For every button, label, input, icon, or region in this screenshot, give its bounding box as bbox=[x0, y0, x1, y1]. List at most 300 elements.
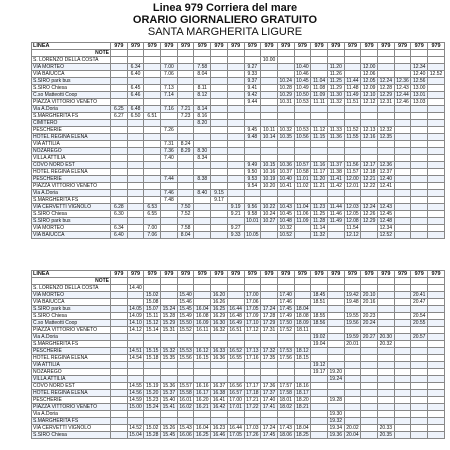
departure-time: 10.45 bbox=[277, 211, 294, 218]
departure-time: 16.41 bbox=[211, 397, 228, 404]
departure-time bbox=[411, 341, 428, 348]
departure-time: 18.21 bbox=[294, 404, 311, 411]
departure-time bbox=[428, 425, 445, 432]
departure-time bbox=[378, 306, 395, 313]
departure-time: 14.05 bbox=[127, 306, 144, 313]
line-number: 979 bbox=[127, 271, 144, 278]
departure-time bbox=[127, 99, 144, 106]
departure-time bbox=[127, 292, 144, 299]
departure-time: 12.21 bbox=[361, 176, 378, 183]
departure-time bbox=[394, 313, 411, 320]
departure-time bbox=[294, 376, 311, 383]
departure-time bbox=[327, 225, 344, 232]
departure-time bbox=[111, 134, 128, 141]
departure-time bbox=[327, 362, 344, 369]
departure-time: 16.25 bbox=[211, 306, 228, 313]
departure-time bbox=[378, 397, 395, 404]
departure-time bbox=[227, 285, 244, 292]
departure-time bbox=[194, 369, 211, 376]
departure-time bbox=[344, 418, 361, 425]
stop-name: S.MARGHERITA FS bbox=[32, 197, 111, 204]
departure-time: 18.12 bbox=[294, 348, 311, 355]
departure-time: 15.26 bbox=[161, 425, 178, 432]
departure-time bbox=[144, 285, 161, 292]
departure-time: 12.32 bbox=[378, 127, 395, 134]
departure-time bbox=[277, 71, 294, 78]
departure-time bbox=[177, 92, 194, 99]
departure-time: 15.40 bbox=[161, 397, 178, 404]
departure-time bbox=[127, 176, 144, 183]
departure-time bbox=[344, 120, 361, 127]
departure-time: 10.57 bbox=[294, 162, 311, 169]
departure-time: 11.01 bbox=[294, 176, 311, 183]
departure-time: 14.12 bbox=[127, 327, 144, 334]
departure-time: 10.27 bbox=[261, 218, 278, 225]
departure-time bbox=[394, 292, 411, 299]
departure-time bbox=[378, 155, 395, 162]
departure-time bbox=[244, 334, 261, 341]
stop-row bbox=[32, 299, 445, 306]
departure-time bbox=[428, 99, 445, 106]
departure-time: 15.24 bbox=[144, 404, 161, 411]
departure-time bbox=[127, 232, 144, 239]
departure-time bbox=[394, 355, 411, 362]
departure-time: 18.09 bbox=[294, 320, 311, 327]
departure-time bbox=[344, 369, 361, 376]
departure-time: 12.52 bbox=[378, 232, 395, 239]
departure-time bbox=[428, 204, 445, 211]
departure-time bbox=[361, 355, 378, 362]
departure-time bbox=[261, 418, 278, 425]
departure-time bbox=[161, 169, 178, 176]
departure-time bbox=[344, 141, 361, 148]
departure-time bbox=[194, 292, 211, 299]
departure-time bbox=[428, 190, 445, 197]
line-number: 979 bbox=[261, 43, 278, 50]
departure-time: 17.40 bbox=[277, 292, 294, 299]
departure-time bbox=[428, 113, 445, 120]
departure-time bbox=[394, 71, 411, 78]
stop-row bbox=[32, 141, 445, 148]
line-number: 979 bbox=[227, 271, 244, 278]
departure-time: 7.40 bbox=[161, 155, 178, 162]
departure-time: 17.22 bbox=[244, 404, 261, 411]
departure-time bbox=[277, 334, 294, 341]
departure-time: 7.48 bbox=[161, 197, 178, 204]
departure-time: 10.49 bbox=[294, 85, 311, 92]
departure-time bbox=[177, 362, 194, 369]
departure-time bbox=[344, 64, 361, 71]
departure-time bbox=[177, 369, 194, 376]
departure-time: 11.38 bbox=[327, 169, 344, 176]
departure-time bbox=[194, 141, 211, 148]
departure-time bbox=[127, 155, 144, 162]
departure-time: 12.28 bbox=[378, 85, 395, 92]
departure-time bbox=[294, 155, 311, 162]
departure-time: 11.37 bbox=[327, 162, 344, 169]
departure-time: 9.37 bbox=[244, 78, 261, 85]
departure-time bbox=[361, 148, 378, 155]
departure-time bbox=[227, 176, 244, 183]
departure-time bbox=[144, 197, 161, 204]
departure-time: 10.50 bbox=[294, 92, 311, 99]
departure-time bbox=[244, 418, 261, 425]
departure-time: 9.17 bbox=[211, 197, 228, 204]
departure-time: 7.52 bbox=[177, 211, 194, 218]
departure-time bbox=[261, 190, 278, 197]
departure-time: 17.28 bbox=[261, 313, 278, 320]
departure-time bbox=[311, 390, 328, 397]
departure-time bbox=[327, 285, 344, 292]
departure-time bbox=[428, 327, 445, 334]
departure-time bbox=[327, 306, 344, 313]
departure-time bbox=[327, 197, 344, 204]
departure-time bbox=[378, 390, 395, 397]
stop-row bbox=[32, 285, 445, 292]
stop-row bbox=[32, 71, 445, 78]
departure-time bbox=[177, 99, 194, 106]
departure-time bbox=[194, 204, 211, 211]
departure-time: 17.03 bbox=[244, 425, 261, 432]
departure-time: 10.00 bbox=[261, 57, 278, 64]
departure-time bbox=[428, 369, 445, 376]
departure-time bbox=[428, 183, 445, 190]
departure-time: 9.41 bbox=[244, 85, 261, 92]
departure-time bbox=[177, 71, 194, 78]
departure-time bbox=[344, 190, 361, 197]
departure-time bbox=[344, 148, 361, 155]
departure-time: 18.56 bbox=[311, 320, 328, 327]
departure-time bbox=[327, 292, 344, 299]
departure-time: 20.01 bbox=[344, 341, 361, 348]
departure-time bbox=[227, 334, 244, 341]
departure-time bbox=[327, 320, 344, 327]
note-label: NOTE bbox=[32, 50, 111, 57]
stop-row bbox=[32, 78, 445, 85]
departure-time: 10.53 bbox=[294, 99, 311, 106]
departure-time: 16.44 bbox=[227, 425, 244, 432]
departure-time bbox=[428, 404, 445, 411]
departure-time bbox=[177, 57, 194, 64]
departure-time bbox=[111, 355, 128, 362]
departure-time bbox=[361, 190, 378, 197]
line-label: LINEA bbox=[32, 43, 111, 50]
departure-time: 7.44 bbox=[161, 176, 178, 183]
departure-time bbox=[227, 71, 244, 78]
departure-time bbox=[127, 211, 144, 218]
departure-time bbox=[327, 299, 344, 306]
departure-time bbox=[327, 141, 344, 148]
departure-time: 10.01 bbox=[244, 218, 261, 225]
departure-time: 6.48 bbox=[127, 106, 144, 113]
departure-time: 16.20 bbox=[194, 397, 211, 404]
departure-time bbox=[378, 64, 395, 71]
departure-time bbox=[394, 376, 411, 383]
departure-time bbox=[161, 204, 178, 211]
departure-time: 12.48 bbox=[378, 218, 395, 225]
departure-time: 8.29 bbox=[177, 148, 194, 155]
departure-time bbox=[361, 232, 378, 239]
departure-time bbox=[394, 141, 411, 148]
stop-name: PESCHERIE bbox=[32, 397, 111, 404]
departure-time bbox=[111, 155, 128, 162]
departure-time bbox=[311, 64, 328, 71]
departure-time bbox=[378, 141, 395, 148]
stop-name: S.MARGHERITA FS bbox=[32, 418, 111, 425]
departure-time bbox=[161, 183, 178, 190]
departure-time: 17.05 bbox=[244, 306, 261, 313]
departure-time: 7.00 bbox=[161, 64, 178, 71]
stop-row bbox=[32, 183, 445, 190]
departure-time bbox=[244, 285, 261, 292]
departure-time bbox=[111, 390, 128, 397]
departure-time bbox=[394, 362, 411, 369]
departure-time bbox=[111, 320, 128, 327]
departure-time bbox=[211, 155, 228, 162]
departure-time: 15.49 bbox=[177, 313, 194, 320]
departure-time bbox=[211, 334, 228, 341]
departure-time: 10.43 bbox=[277, 204, 294, 211]
departure-time bbox=[378, 57, 395, 64]
departure-time bbox=[394, 155, 411, 162]
departure-time bbox=[327, 113, 344, 120]
departure-time: 9.27 bbox=[227, 225, 244, 232]
departure-time bbox=[127, 190, 144, 197]
stop-name: S.SIRO Chiesa bbox=[32, 313, 111, 320]
departure-time bbox=[261, 225, 278, 232]
departure-time: 6.51 bbox=[144, 113, 161, 120]
departure-time bbox=[111, 369, 128, 376]
departure-time bbox=[111, 292, 128, 299]
departure-time: 20.33 bbox=[378, 425, 395, 432]
stop-name: Via A.Doria bbox=[32, 190, 111, 197]
departure-time: 17.49 bbox=[277, 313, 294, 320]
departure-time: 9.50 bbox=[244, 169, 261, 176]
line-number: 979 bbox=[344, 271, 361, 278]
departure-time bbox=[311, 57, 328, 64]
departure-time bbox=[144, 341, 161, 348]
departure-time: 7.16 bbox=[161, 106, 178, 113]
departure-time: 17.21 bbox=[244, 397, 261, 404]
departure-time: 11.32 bbox=[311, 232, 328, 239]
departure-time bbox=[261, 299, 278, 306]
departure-time bbox=[161, 162, 178, 169]
departure-time: 10.24 bbox=[261, 211, 278, 218]
departure-time bbox=[277, 341, 294, 348]
stop-name: NOZAREGO bbox=[32, 148, 111, 155]
stop-name: S.SIRO Chiesa bbox=[32, 432, 111, 439]
departure-time bbox=[428, 64, 445, 71]
departure-time: 17.01 bbox=[227, 404, 244, 411]
departure-time bbox=[294, 411, 311, 418]
stop-row bbox=[32, 390, 445, 397]
departure-time bbox=[161, 418, 178, 425]
departure-time bbox=[411, 411, 428, 418]
departure-time bbox=[277, 120, 294, 127]
departure-time bbox=[194, 183, 211, 190]
departure-time bbox=[378, 369, 395, 376]
departure-time: 20.23 bbox=[361, 313, 378, 320]
departure-time bbox=[311, 411, 328, 418]
stop-name: C.so Matteotti Coop bbox=[32, 92, 111, 99]
stop-row bbox=[32, 225, 445, 232]
departure-time: 15.46 bbox=[177, 299, 194, 306]
departure-time: 11.44 bbox=[344, 78, 361, 85]
departure-time: 15.23 bbox=[144, 397, 161, 404]
departure-time: 11.25 bbox=[327, 78, 344, 85]
departure-time bbox=[211, 362, 228, 369]
departure-time: 11.56 bbox=[344, 162, 361, 169]
departure-time bbox=[211, 225, 228, 232]
departure-time bbox=[211, 341, 228, 348]
departure-time bbox=[327, 155, 344, 162]
stop-row bbox=[32, 348, 445, 355]
departure-time: 18.06 bbox=[277, 432, 294, 439]
departure-time bbox=[111, 92, 128, 99]
departure-time: 17.06 bbox=[244, 299, 261, 306]
departure-time bbox=[111, 432, 128, 439]
departure-time bbox=[177, 418, 194, 425]
departure-time bbox=[311, 148, 328, 155]
stop-name: VIA ATTILIA bbox=[32, 362, 111, 369]
stop-row bbox=[32, 411, 445, 418]
departure-time bbox=[111, 376, 128, 383]
note-cell bbox=[394, 50, 411, 57]
departure-time: 17.45 bbox=[277, 306, 294, 313]
departure-time bbox=[244, 113, 261, 120]
departure-time bbox=[144, 78, 161, 85]
departure-time bbox=[227, 134, 244, 141]
departure-time bbox=[327, 327, 344, 334]
departure-time: 11.33 bbox=[327, 127, 344, 134]
departure-time bbox=[361, 327, 378, 334]
departure-time bbox=[111, 183, 128, 190]
departure-time bbox=[127, 376, 144, 383]
departure-time: 15.19 bbox=[144, 383, 161, 390]
departure-time: 6.50 bbox=[127, 113, 144, 120]
departure-time bbox=[361, 120, 378, 127]
departure-time bbox=[211, 134, 228, 141]
departure-time: 11.49 bbox=[344, 92, 361, 99]
stop-name: VIA BAIUCCA bbox=[32, 299, 111, 306]
departure-time bbox=[227, 148, 244, 155]
departure-time bbox=[327, 148, 344, 155]
departure-time bbox=[161, 341, 178, 348]
departure-time: 15.36 bbox=[161, 383, 178, 390]
header-row bbox=[32, 271, 445, 278]
departure-time bbox=[294, 190, 311, 197]
departure-time bbox=[261, 99, 278, 106]
departure-time bbox=[394, 162, 411, 169]
departure-time: 15.57 bbox=[177, 383, 194, 390]
stop-name: PIAZZA VITTORIO VENETO bbox=[32, 327, 111, 334]
departure-time bbox=[127, 120, 144, 127]
departure-time bbox=[244, 376, 261, 383]
departure-time bbox=[211, 64, 228, 71]
departure-time: 16.56 bbox=[227, 383, 244, 390]
departure-time bbox=[244, 411, 261, 418]
departure-time bbox=[311, 355, 328, 362]
departure-time: 7.31 bbox=[161, 141, 178, 148]
departure-time: 11.09 bbox=[311, 92, 328, 99]
departure-time bbox=[311, 432, 328, 439]
stop-name: VIA ATTILIA bbox=[32, 141, 111, 148]
line-number: 979 bbox=[144, 43, 161, 50]
note-cell bbox=[161, 50, 178, 57]
line-number: 979 bbox=[411, 271, 428, 278]
departure-time bbox=[294, 369, 311, 376]
departure-time bbox=[344, 155, 361, 162]
stop-row bbox=[32, 383, 445, 390]
departure-time bbox=[144, 369, 161, 376]
departure-time bbox=[411, 376, 428, 383]
departure-time bbox=[428, 120, 445, 127]
departure-time: 9.42 bbox=[244, 92, 261, 99]
departure-time bbox=[127, 127, 144, 134]
departure-time bbox=[327, 355, 344, 362]
departure-time: 8.04 bbox=[177, 232, 194, 239]
stop-name: PIAZZA VITTORIO VENETO bbox=[32, 404, 111, 411]
departure-time bbox=[277, 369, 294, 376]
departure-time bbox=[361, 155, 378, 162]
departure-time bbox=[361, 411, 378, 418]
departure-time: 10.41 bbox=[277, 183, 294, 190]
departure-time bbox=[194, 197, 211, 204]
line-number: 979 bbox=[111, 43, 128, 50]
departure-time: 16.16 bbox=[194, 383, 211, 390]
departure-time: 11.30 bbox=[327, 92, 344, 99]
departure-time: 20.27 bbox=[361, 334, 378, 341]
stop-row bbox=[32, 120, 445, 127]
departure-time bbox=[428, 78, 445, 85]
departure-time bbox=[227, 292, 244, 299]
departure-time bbox=[127, 197, 144, 204]
departure-time bbox=[111, 404, 128, 411]
departure-time bbox=[111, 411, 128, 418]
stop-row bbox=[32, 232, 445, 239]
departure-time: 15.31 bbox=[161, 327, 178, 334]
departure-time bbox=[311, 141, 328, 148]
departure-time bbox=[378, 418, 395, 425]
departure-time: 20.47 bbox=[411, 299, 428, 306]
departure-time: 14.52 bbox=[127, 425, 144, 432]
departure-time: 20.04 bbox=[344, 432, 361, 439]
departure-time bbox=[428, 218, 445, 225]
departure-time bbox=[111, 306, 128, 313]
departure-time bbox=[428, 211, 445, 218]
departure-time bbox=[127, 418, 144, 425]
departure-time: 15.56 bbox=[177, 355, 194, 362]
line-number: 979 bbox=[161, 43, 178, 50]
departure-time bbox=[111, 120, 128, 127]
stop-name: VIA MORTEO bbox=[32, 64, 111, 71]
departure-time bbox=[211, 141, 228, 148]
departure-time bbox=[111, 418, 128, 425]
departure-time bbox=[311, 383, 328, 390]
stop-row bbox=[32, 355, 445, 362]
departure-time bbox=[411, 183, 428, 190]
departure-time bbox=[327, 313, 344, 320]
departure-time: 6.27 bbox=[111, 113, 128, 120]
departure-time: 20.35 bbox=[378, 432, 395, 439]
departure-time bbox=[261, 362, 278, 369]
departure-time bbox=[378, 148, 395, 155]
departure-time bbox=[177, 155, 194, 162]
departure-time bbox=[344, 355, 361, 362]
stop-row bbox=[32, 99, 445, 106]
departure-time: 15.02 bbox=[144, 425, 161, 432]
departure-time bbox=[244, 155, 261, 162]
